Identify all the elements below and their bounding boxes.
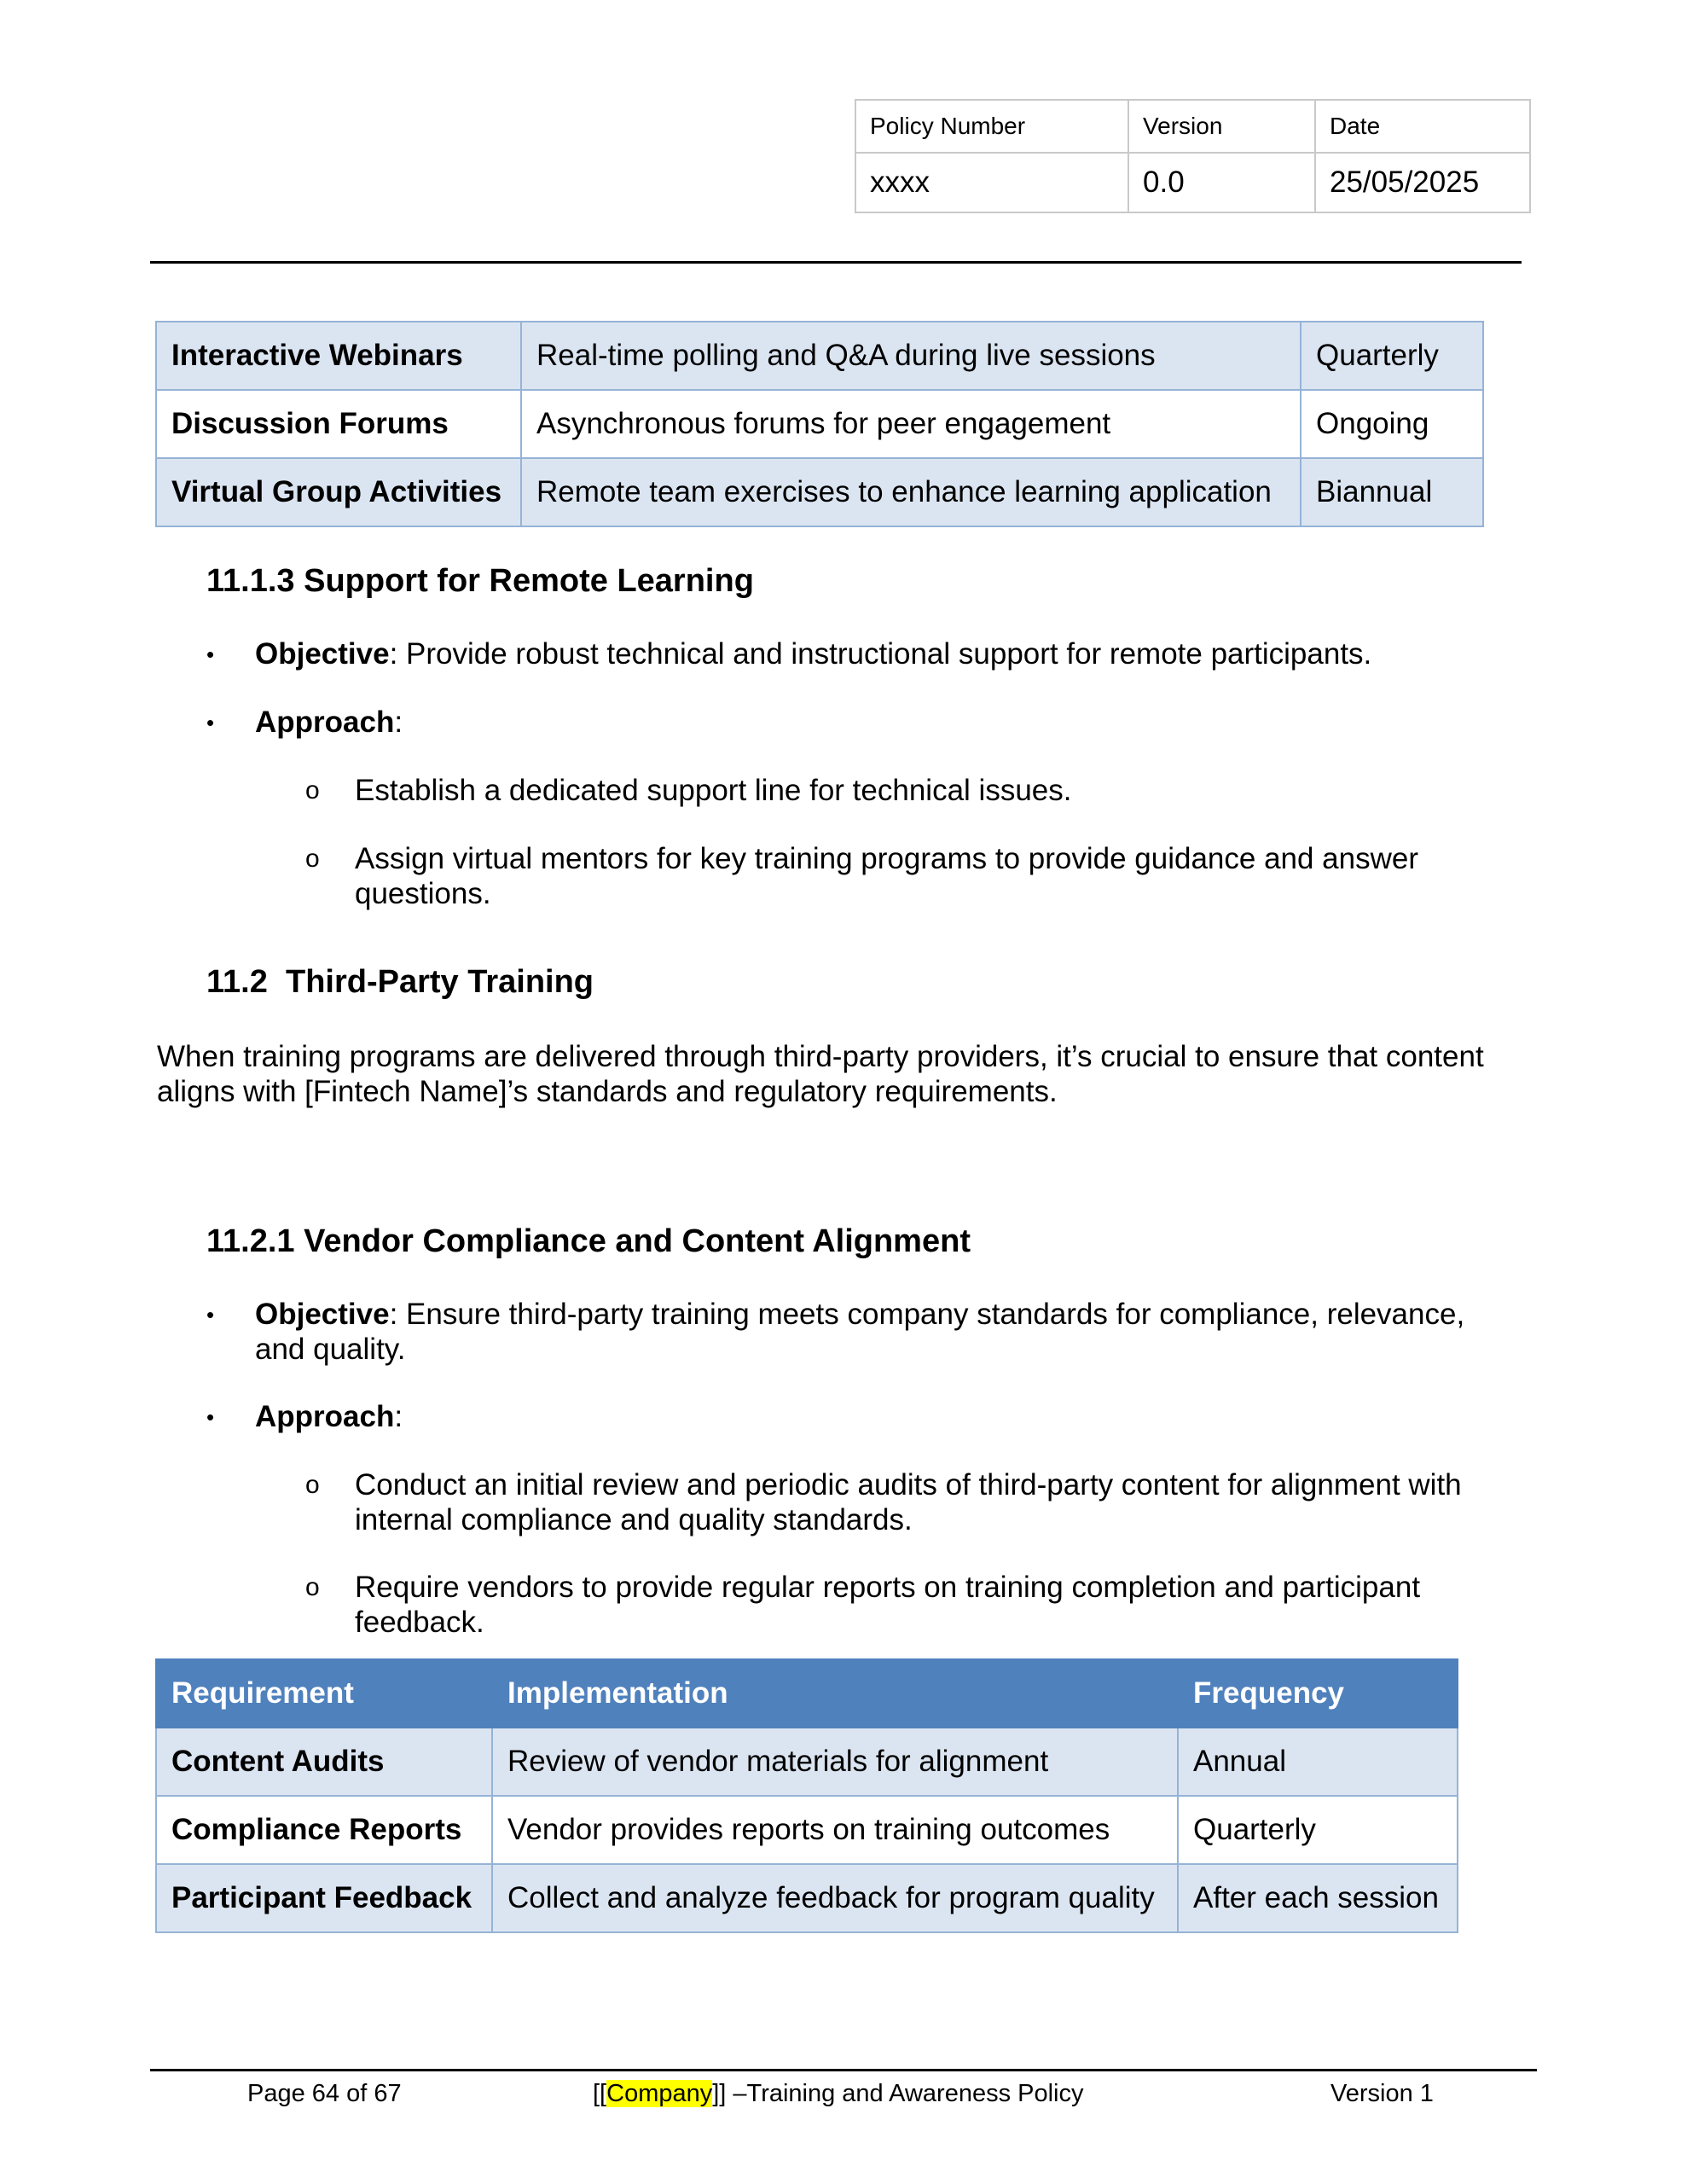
sub-bullet-icon: o <box>305 776 320 804</box>
footer-title-prefix: [[ <box>593 2080 607 2107</box>
header-rule <box>150 261 1522 264</box>
section-heading-11-2: 11.2 Third-Party Training <box>206 964 594 1000</box>
bullet-icon: • <box>206 1302 215 1327</box>
table-cell: Vendor provides reports on training outcomes <box>492 1796 1178 1864</box>
approach-item <box>255 1399 403 1434</box>
table-cell: Ongoing <box>1301 390 1483 458</box>
table-header-implementation: Implementation <box>492 1659 1178 1728</box>
section-heading-11-2-1: 11.2.1 Vendor Compliance and Content Alignment <box>206 1223 971 1259</box>
objective-label: Objective <box>255 1298 390 1331</box>
table-cell: Participant Feedback <box>156 1864 492 1932</box>
table-row <box>156 390 1483 458</box>
footer-title <box>593 2080 1084 2108</box>
objective-text: : Provide robust technical and instructional support for remote participants. <box>389 637 1372 671</box>
meta-header-policy-number: Policy Number <box>855 100 1128 153</box>
approach-sub-item: Establish a dedicated support line for technical issues. <box>355 774 1072 807</box>
table-cell: Remote team exercises to enhance learning application <box>521 458 1301 526</box>
meta-header-row <box>855 100 1530 153</box>
table-row <box>156 458 1483 526</box>
approach-colon: : <box>394 1400 403 1433</box>
meta-header-version: Version <box>1128 100 1315 153</box>
bullet-icon: • <box>206 1404 215 1430</box>
table-cell: Compliance Reports <box>156 1796 492 1864</box>
table-cell: Collect and analyze feedback for program quality <box>492 1864 1178 1932</box>
section-11-2-body: When training programs are delivered through third-party providers, it’s crucial to ensure that content aligns with [Fintech Name]’s standards and regulatory requirements. <box>157 1040 1484 1108</box>
footer-page-number: Page 64 of 67 <box>247 2080 402 2107</box>
sub-bullet-icon: o <box>305 845 320 873</box>
sub-bullet-icon: o <box>305 1471 320 1499</box>
table-cell: Quarterly <box>1301 322 1483 390</box>
table-row <box>156 1796 1458 1864</box>
document-meta-table <box>855 99 1531 213</box>
table-cell: Discussion Forums <box>156 390 521 458</box>
objective-label: Objective <box>255 637 390 671</box>
approach-label: Approach <box>255 706 395 739</box>
footer-title-suffix: ]] –Training and Awareness Policy <box>712 2080 1084 2107</box>
table-cell: Content Audits <box>156 1728 492 1796</box>
approach-sub-item: Require vendors to provide regular reports on training completion and participant feedback. <box>355 1571 1421 1639</box>
table-cell: Biannual <box>1301 458 1483 526</box>
objective-item <box>255 636 1534 671</box>
table-cell: After each session <box>1178 1864 1458 1932</box>
vendor-compliance-table <box>155 1658 1458 1933</box>
table-cell: Annual <box>1178 1728 1458 1796</box>
footer-rule <box>150 2069 1537 2071</box>
approach-label: Approach <box>255 1400 395 1433</box>
table-header-frequency: Frequency <box>1178 1659 1458 1728</box>
approach-item <box>255 705 403 740</box>
table-cell: Quarterly <box>1178 1796 1458 1864</box>
table-header-requirement: Requirement <box>156 1659 492 1728</box>
table-row <box>156 1864 1458 1932</box>
remote-learning-table <box>155 321 1484 527</box>
table-row <box>156 322 1483 390</box>
meta-header-date: Date <box>1315 100 1530 153</box>
table-cell: Interactive Webinars <box>156 322 521 390</box>
objective-item <box>255 1297 1517 1367</box>
meta-date: 25/05/2025 <box>1315 153 1530 212</box>
company-placeholder-highlight: Company <box>606 2080 713 2107</box>
approach-colon: : <box>394 706 403 739</box>
approach-sub-item: Assign virtual mentors for key training programs to provide guidance and answer questions. <box>355 842 1419 910</box>
table-cell: Virtual Group Activities <box>156 458 521 526</box>
section-heading-11-1-3: 11.1.3 Support for Remote Learning <box>206 563 754 599</box>
table-cell: Asynchronous forums for peer engagement <box>521 390 1301 458</box>
meta-value-row <box>855 153 1530 212</box>
table-header-row <box>156 1659 1458 1728</box>
footer-version: Version 1 <box>1330 2080 1434 2107</box>
table-cell: Real-time polling and Q&A during live sessions <box>521 322 1301 390</box>
table-row <box>156 1728 1458 1796</box>
bullet-icon: • <box>206 710 215 735</box>
meta-policy-number: xxxx <box>855 153 1128 212</box>
table-cell: Review of vendor materials for alignment <box>492 1728 1178 1796</box>
meta-version: 0.0 <box>1128 153 1315 212</box>
approach-sub-item: Conduct an initial review and periodic audits of third-party content for alignment with internal compliance and quality standards. <box>355 1468 1462 1536</box>
bullet-icon: • <box>206 642 215 667</box>
objective-text: : Ensure third-party training meets company standards for compliance, relevance, and quality. <box>255 1298 1465 1366</box>
sub-bullet-icon: o <box>305 1573 320 1601</box>
